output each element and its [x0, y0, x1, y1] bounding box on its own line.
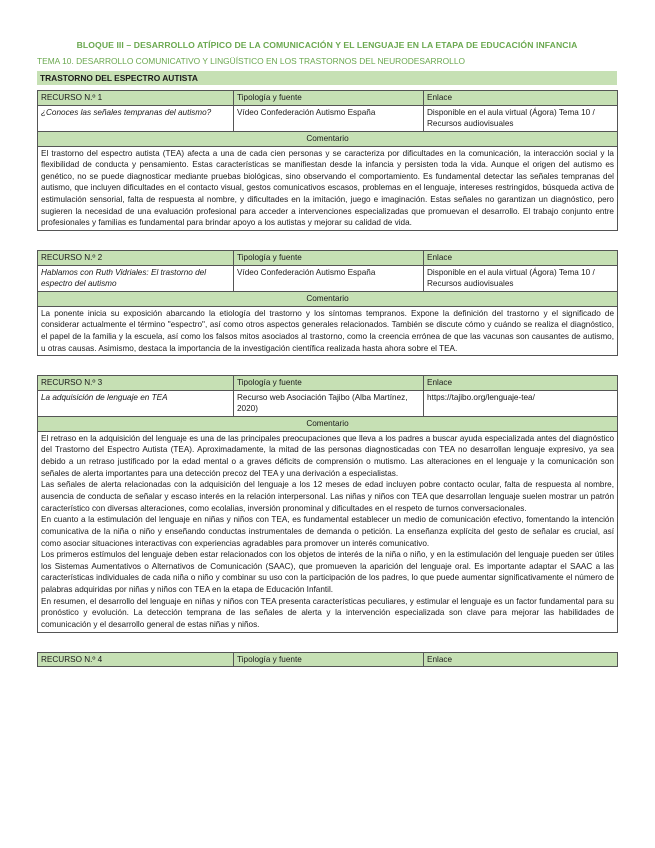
block-title: BLOQUE III – DESARROLLO ATÍPICO DE LA COMUNICACIÓN Y EL LENGUAJE EN LA ETAPA DE EDUCACIÓN INFANCIA — [76, 40, 578, 50]
enlace-header: Enlace — [424, 251, 618, 266]
section-title: TRASTORNO DEL ESPECTRO AUTISTA — [37, 71, 617, 85]
resource-label: RECURSO N.º 4 — [38, 652, 234, 667]
tipologia-header: Tipología y fuente — [234, 251, 424, 266]
comentario-header: Comentario — [38, 131, 618, 146]
tipologia-header: Tipología y fuente — [234, 652, 424, 667]
comment-paragraph: En cuanto a la estimulación del lenguaje en niñas y niños con TEA, es fundamental establecer un medio de comunicación efectivo, fomentando la intención comunicativa de la niña o niño y enseñando conductas instrumentales de demanda o petición. La enseñanza explícita del gesto de señalar es crucial, así como asociar situaciones interactivas con experiencias agradables para promover un interés comunicativo. — [41, 515, 614, 548]
resource-link[interactable]: https://tajibo.org/lenguaje-tea/ — [424, 390, 618, 416]
resource-label: RECURSO N.º 2 — [38, 251, 234, 266]
comment-text — [38, 306, 618, 356]
resource-table-1 — [37, 90, 618, 231]
resource-table-3 — [37, 375, 618, 632]
comment-paragraph: Los primeros estímulos del lenguaje deben estar relacionados con los objetos de interés de la niña o niño, y en la estimulación del lenguaje pueden ser útiles los Sistemas Aumentativos o Alternativos de Comunicación (SAAC), que promueven la aparición del lenguaje oral. Es importante adaptar el SAAC a las características individuales de cada niña o niño y combinar su uso con la participación de los padres, lo que puede aumentar significativamente el número de palabras adquiridas por niñas y niños con TEA en la etapa de Educación Infantil. — [41, 550, 614, 595]
resource-label: RECURSO N.º 3 — [38, 376, 234, 391]
comment-paragraph: En resumen, el desarrollo del lenguaje en niñas y niños con TEA presenta características peculiares, y estimular el lenguaje es un factor fundamental para su pronóstico y evolución. La detección temprana de las señales de alerta y la intervención especializada son clave para mejorar las habilidades de comunicación y el desarrollo general de estas niñas y niños. — [41, 596, 614, 629]
tema-title: TEMA 10. DESARROLLO COMUNICATIVO Y LINGÜÍSTICO EN LOS TRASTORNOS DEL NEURODESARROLLO — [37, 56, 465, 66]
tipologia-header: Tipología y fuente — [234, 376, 424, 391]
resource-link: Disponible en el aula virtual (Ágora) Tema 10 / Recursos audiovisuales — [424, 265, 618, 291]
resource-source: Vídeo Confederación Autismo España — [234, 265, 424, 291]
comment-text — [38, 146, 618, 230]
comment-paragraph: Las señales de alerta relacionadas con la adquisición del lenguaje a los 12 meses de edad incluyen pobre contacto ocular, falta de respuesta al nombre, ausencia de conducta de señalar y escaso interés en la relación interpersonal. Las niñas y niños con TEA que desarrollan lenguaje suelen mostrar un patrón característico con diversas alteraciones, como ecolalias, inversión pronominal y dificultades en el respeto de turnos conversacionales. — [41, 480, 614, 513]
resource-title: La adquisición de lenguaje en TEA — [38, 390, 234, 416]
resource-source: Vídeo Confederación Autismo España — [234, 105, 424, 131]
comentario-header: Comentario — [38, 417, 618, 432]
comment-paragraph: El retraso en la adquisición del lenguaje es una de las principales preocupaciones que lleva a los padres a buscar ayuda especializada antes del diagnóstico del Trastorno del Espectro Autista (TEA). Aproximadamente, la mitad de las personas diagnosticadas con TEA no desarrollan lenguaje expresivo, ya sea debido a un retraso justificado por la edad mental o a graves déficits de comprensión o mutismo. Las alteraciones en el lenguaje y la comunicación son señales de alerta importantes para una detección precoz del TEA y una derivación a especialistas. — [41, 433, 614, 478]
comment-paragraph: El trastorno del espectro autista (TEA) afecta a una de cada cien personas y se caracteriza por dificultades en la comunicación, la interacción social y la flexibilidad de conducta y pensamiento. Estas características se manifiestan desde la infancia y persisten toda la vida. Aunque el origen del autismo es genético, no se puede diagnosticar mediante pruebas biológicas, sino observando el comportamiento. Es fundamental detectar las señales tempranas del autismo, que incluyen dificultades en el contacto visual, gestos comunicativos escasos, problemas en el lenguaje, intereses restringidos, búsqueda activa de estimulación sensorial, falta de respuesta al nombre, y dificultades en la imitación, juego e imaginación. Estas señales no garantizan un diagnóstico, pero sugieren la necesidad de una evaluación profesional para acceder a intervenciones especializadas que promuevan el desarrollo. El trabajo conjunto entre profesionales y familias es fundamental para brindar apoyo a los autistas y mejorar su calidad de vida. — [41, 148, 614, 228]
resource-table-2 — [37, 250, 618, 356]
resource-table-4 — [37, 652, 618, 668]
comentario-header: Comentario — [38, 291, 618, 306]
document-page — [37, 40, 617, 667]
comment-paragraph: La ponente inicia su exposición abarcando la etiología del trastorno y los síntomas tempranos. Expone la definición del trastorno y el significado de considerar actualmente el término "espectro", así como otros aspectos generales relacionados. También se discute cómo y cuándo se realiza el diagnóstico, el papel de la familia y la escuela, así como los falsos mitos asociados al trastorno, como la creencia errónea de que las vacunas son causantes de autismo, u otras causas. Asimismo, destaca la importancia de la investigación científica realizada hasta ahora sobre el TEA. — [41, 308, 614, 353]
resource-source: Recurso web Asociación Tajibo (Alba Martínez, 2020) — [234, 390, 424, 416]
comment-text — [38, 431, 618, 632]
resource-title: Hablamos con Ruth Vidriales: El trastorno del espectro del autismo — [38, 265, 234, 291]
enlace-header: Enlace — [424, 91, 618, 106]
enlace-header: Enlace — [424, 652, 618, 667]
resource-link: Disponible en el aula virtual (Ágora) Tema 10 / Recursos audiovisuales — [424, 105, 618, 131]
enlace-header: Enlace — [424, 376, 618, 391]
resource-title: ¿Conoces las señales tempranas del autismo? — [38, 105, 234, 131]
resource-label: RECURSO N.º 1 — [38, 91, 234, 106]
tipologia-header: Tipología y fuente — [234, 91, 424, 106]
